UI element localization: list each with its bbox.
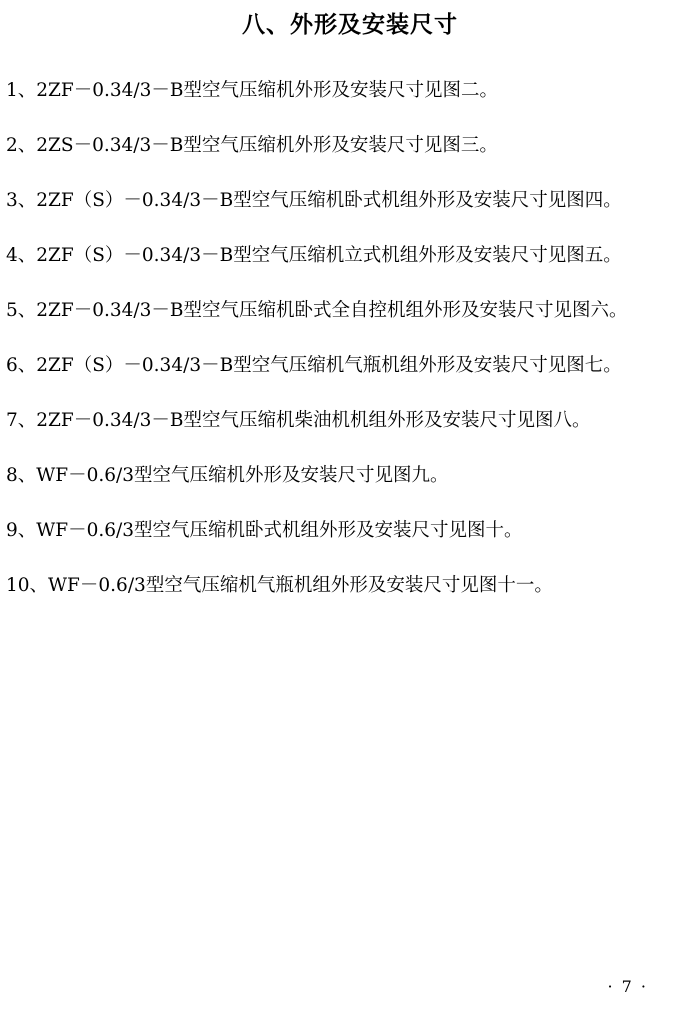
list-item: 3、2ZF（S）－0.34/3－B型空气压缩机卧式机组外形及安装尺寸见图四。 (6, 190, 622, 211)
list-item: 7、2ZF－0.34/3－B型空气压缩机柴油机机组外形及安装尺寸见图八。 (6, 410, 591, 431)
page-number: · 7 · (607, 977, 648, 996)
list-item: 1、2ZF－0.34/3－B型空气压缩机外形及安装尺寸见图二。 (6, 80, 499, 101)
list-item: 5、2ZF－0.34/3－B型空气压缩机卧式全自控机组外形及安装尺寸见图六。 (6, 300, 628, 321)
list-item: 4、2ZF（S）－0.34/3－B型空气压缩机立式机组外形及安装尺寸见图五。 (6, 245, 622, 266)
page-title: 八、外形及安装尺寸 (242, 12, 458, 38)
dimension-item-list (0, 78, 700, 599)
list-item: 8、WF－0.6/3型空气压缩机外形及安装尺寸见图九。 (6, 465, 449, 486)
list-item: 2、2ZS－0.34/3－B型空气压缩机外形及安装尺寸见图三。 (6, 135, 498, 156)
list-item: 10、WF－0.6/3型空气压缩机气瓶机组外形及安装尺寸见图十一。 (6, 575, 553, 596)
list-item: 6、2ZF（S）－0.34/3－B型空气压缩机气瓶机组外形及安装尺寸见图七。 (6, 355, 622, 376)
list-item: 9、WF－0.6/3型空气压缩机卧式机组外形及安装尺寸见图十。 (6, 520, 523, 541)
